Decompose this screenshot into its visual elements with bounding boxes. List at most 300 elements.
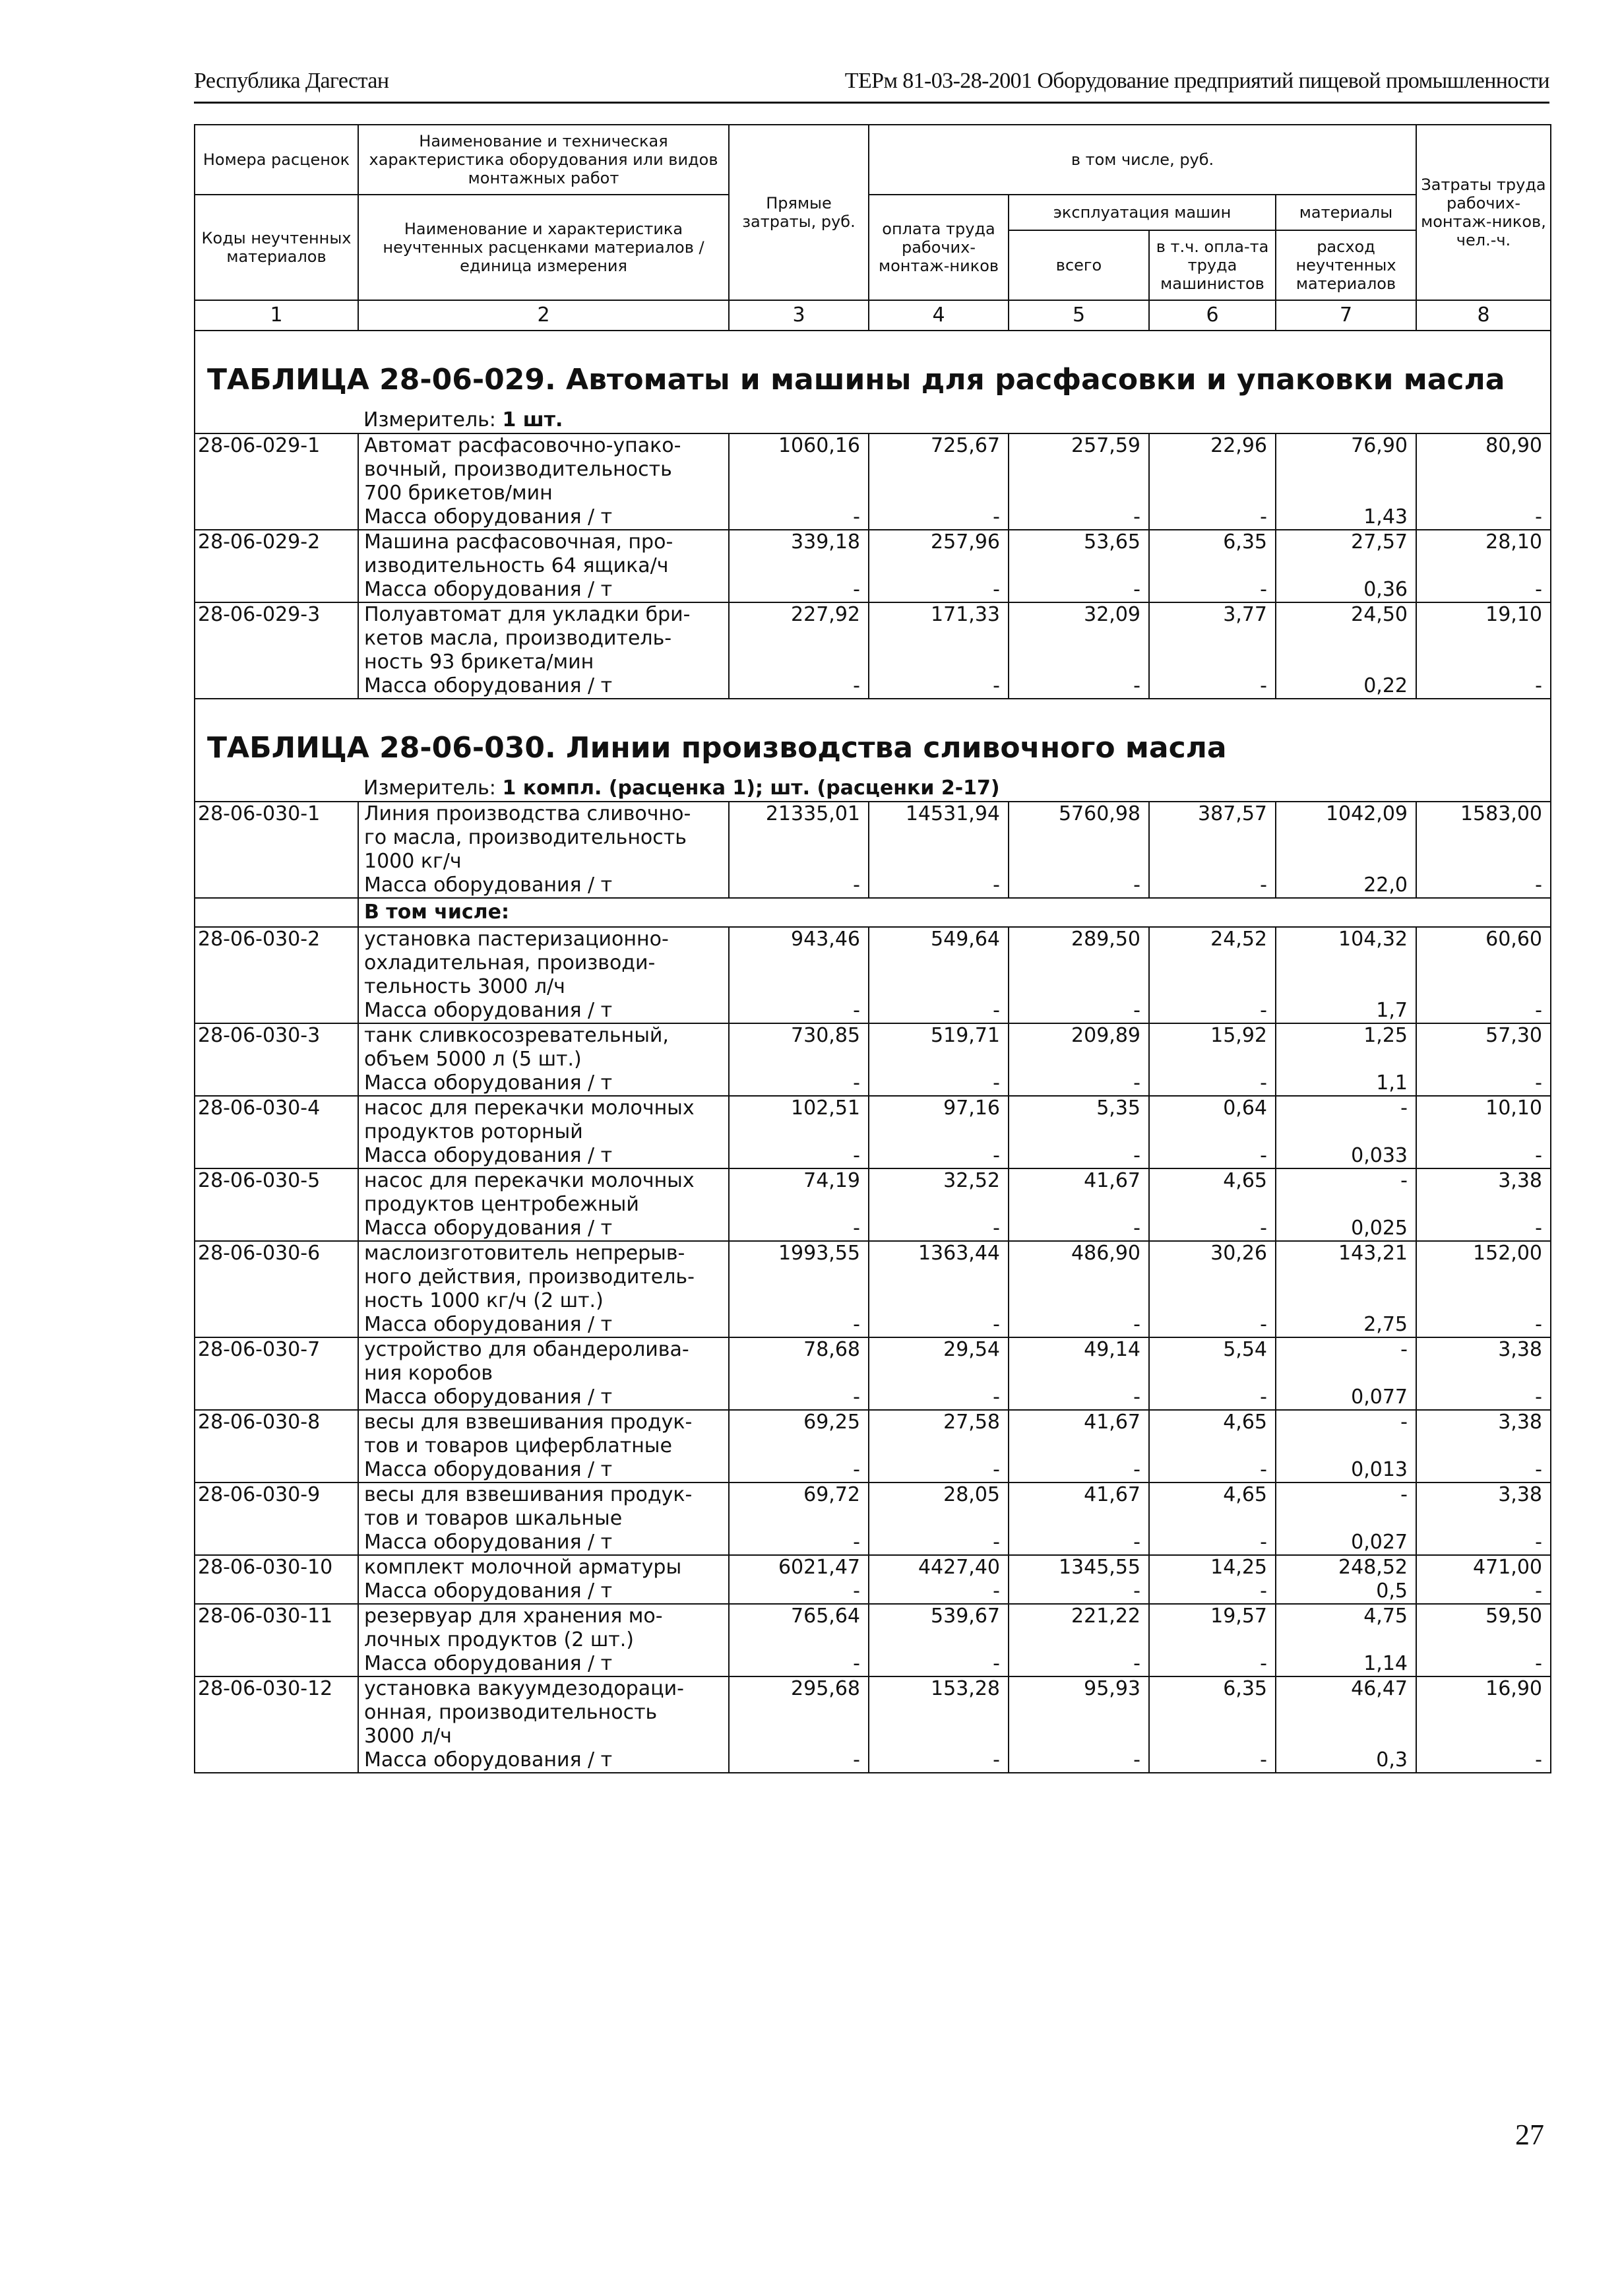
- mass-label: Масса оборудования / т: [358, 1748, 729, 1773]
- row-name-line: объем 5000 л (5 шт.): [364, 1048, 582, 1071]
- row-value: 209,89: [1009, 1023, 1149, 1071]
- mass-row: [195, 1386, 1551, 1410]
- row-value: 15,92: [1149, 1023, 1276, 1071]
- row-value: 257,59: [1009, 433, 1149, 505]
- row-code: 28-06-030-11: [195, 1604, 358, 1652]
- row-name: [358, 433, 729, 505]
- mass-value: -: [869, 1217, 1009, 1241]
- mass-value: -: [1416, 1652, 1551, 1676]
- mass-row: [195, 1652, 1551, 1676]
- row-value: -: [1276, 1337, 1416, 1386]
- row-name: [358, 927, 729, 999]
- mass-value: -: [1416, 874, 1551, 898]
- mass-code-spacer: [195, 874, 358, 898]
- mass-value: -: [1149, 674, 1276, 699]
- row-value: 28,10: [1416, 530, 1551, 578]
- row-code: 28-06-030-2: [195, 927, 358, 999]
- mass-value: -: [869, 999, 1009, 1023]
- table-title: ТАБЛИЦА 28-06-030. Линии производства сливочного масла: [195, 699, 1551, 776]
- mass-value: -: [1416, 1217, 1551, 1241]
- row-value: 295,68: [729, 1676, 869, 1748]
- row-name-line: изводительность 64 ящика/ч: [364, 554, 669, 577]
- mass-value: -: [869, 1748, 1009, 1773]
- row-value: 27,58: [869, 1410, 1009, 1458]
- mass-label: Масса оборудования / т: [358, 1071, 729, 1096]
- price-table: [194, 124, 1551, 1773]
- mass-label: Масса оборудования / т: [358, 1144, 729, 1168]
- row-value: 4427,40: [869, 1555, 1009, 1579]
- row-value: 3,38: [1416, 1483, 1551, 1531]
- column-number: 5: [1009, 300, 1149, 331]
- row-name-line: Автомат расфасовочно-упако-: [364, 434, 681, 457]
- row-name-line: установка вакуумдезодораци-: [364, 1677, 684, 1700]
- row-code: 28-06-030-9: [195, 1483, 358, 1531]
- row-value: 102,51: [729, 1096, 869, 1144]
- mass-row: [195, 874, 1551, 898]
- mass-value: -: [1416, 999, 1551, 1023]
- row-value: 289,50: [1009, 927, 1149, 999]
- page-number: 27: [1515, 2119, 1544, 2151]
- header-machines-labor: в т.ч. опла-та труда машинистов: [1149, 230, 1276, 300]
- measure-row: [195, 408, 1551, 433]
- row-value: 76,90: [1276, 433, 1416, 505]
- mass-value: -: [1416, 1579, 1551, 1604]
- mass-label: Масса оборудования / т: [358, 505, 729, 530]
- table-row: [195, 1023, 1551, 1071]
- mass-value: -: [729, 1748, 869, 1773]
- mass-label: Масса оборудования / т: [358, 1652, 729, 1676]
- row-value: 41,67: [1009, 1410, 1149, 1458]
- row-name-line: ния коробов: [364, 1362, 493, 1385]
- mass-row: [195, 1144, 1551, 1168]
- mass-row: [195, 1071, 1551, 1096]
- mass-code-spacer: [195, 1458, 358, 1483]
- mass-code-spacer: [195, 1217, 358, 1241]
- mass-value: -: [729, 1217, 869, 1241]
- row-code: 28-06-030-12: [195, 1676, 358, 1748]
- row-name: [358, 1483, 729, 1531]
- row-name: [358, 1410, 729, 1458]
- row-value: 3,38: [1416, 1410, 1551, 1458]
- mass-value: 2,75: [1276, 1313, 1416, 1337]
- row-value: 387,57: [1149, 802, 1276, 874]
- row-value: -: [1276, 1410, 1416, 1458]
- row-value: 28,05: [869, 1483, 1009, 1531]
- mass-value: -: [869, 1531, 1009, 1555]
- row-value: 69,72: [729, 1483, 869, 1531]
- header-row-2: [195, 195, 1551, 230]
- mass-value: -: [729, 1531, 869, 1555]
- row-code: 28-06-029-2: [195, 530, 358, 578]
- mass-value: 22,0: [1276, 874, 1416, 898]
- table-row: [195, 1676, 1551, 1748]
- table-row: [195, 1168, 1551, 1217]
- running-header-right: ТЕРм 81-03-28-2001 Оборудование предприятий пищевой промышленности: [844, 69, 1549, 93]
- row-value: 943,46: [729, 927, 869, 999]
- mass-value: -: [869, 1144, 1009, 1168]
- mass-value: -: [1009, 1458, 1149, 1483]
- mass-value: -: [1149, 1386, 1276, 1410]
- row-name-line: ного действия, производитель-: [364, 1265, 695, 1289]
- row-value: 104,32: [1276, 927, 1416, 999]
- mass-row: [195, 674, 1551, 699]
- mass-code-spacer: [195, 999, 358, 1023]
- mass-code-spacer: [195, 674, 358, 699]
- mass-value: 1,14: [1276, 1652, 1416, 1676]
- measure-label: Измеритель:: [363, 777, 496, 800]
- mass-code-spacer: [195, 1748, 358, 1773]
- header-including: в том числе, руб.: [869, 125, 1416, 195]
- mass-value: -: [1009, 1652, 1149, 1676]
- measure-spacer: [195, 408, 358, 433]
- mass-value: -: [729, 1071, 869, 1096]
- mass-row: [195, 1531, 1551, 1555]
- mass-value: 1,43: [1276, 505, 1416, 530]
- row-value: 486,90: [1009, 1241, 1149, 1313]
- row-name-line: установка пастеризационно-: [364, 928, 669, 951]
- header-material-names: Наименование и характеристика неучтенных расценками материалов / единица измерения: [358, 195, 729, 300]
- mass-value: -: [1009, 1386, 1149, 1410]
- row-name: [358, 1604, 729, 1652]
- row-name: [358, 1241, 729, 1313]
- mass-value: -: [869, 874, 1009, 898]
- mass-value: -: [1009, 1144, 1149, 1168]
- row-value: 14531,94: [869, 802, 1009, 874]
- row-value: -: [1276, 1483, 1416, 1531]
- column-number-row: [195, 300, 1551, 331]
- row-name-line: тельность 3000 л/ч: [364, 975, 565, 998]
- mass-value: -: [1416, 1458, 1551, 1483]
- row-value: 19,10: [1416, 602, 1551, 674]
- mass-value: 0,025: [1276, 1217, 1416, 1241]
- row-value: 74,19: [729, 1168, 869, 1217]
- including-label: В том числе:: [358, 898, 1551, 927]
- row-value: 4,65: [1149, 1410, 1276, 1458]
- row-name: [358, 1023, 729, 1071]
- row-name: [358, 1096, 729, 1144]
- mass-row: [195, 505, 1551, 530]
- row-value: 24,50: [1276, 602, 1416, 674]
- table-title: ТАБЛИЦА 28-06-029. Автоматы и машины для расфасовки и упаковки масла: [195, 331, 1551, 408]
- mass-row: [195, 1313, 1551, 1337]
- row-name-line: 700 брикетов/мин: [364, 482, 553, 505]
- mass-value: -: [1009, 1313, 1149, 1337]
- row-value: 69,25: [729, 1410, 869, 1458]
- row-value: 60,60: [1416, 927, 1551, 999]
- mass-value: -: [1149, 999, 1276, 1023]
- mass-value: -: [1416, 1313, 1551, 1337]
- row-value: 143,21: [1276, 1241, 1416, 1313]
- table-row: [195, 433, 1551, 505]
- mass-value: -: [1149, 1217, 1276, 1241]
- row-code: 28-06-029-1: [195, 433, 358, 505]
- row-value: 1060,16: [729, 433, 869, 505]
- mass-label: Масса оборудования / т: [358, 874, 729, 898]
- mass-value: -: [869, 1386, 1009, 1410]
- mass-row: [195, 578, 1551, 602]
- measure-row: [195, 776, 1551, 802]
- header-material-codes: Коды неучтенных материалов: [195, 195, 358, 300]
- mass-value: -: [1009, 1071, 1149, 1096]
- column-number: 2: [358, 300, 729, 331]
- mass-label: Масса оборудования / т: [358, 1531, 729, 1555]
- measure: [358, 776, 1551, 802]
- mass-row: [195, 1458, 1551, 1483]
- row-value: 3,77: [1149, 602, 1276, 674]
- row-name-line: лочных продуктов (2 шт.): [364, 1628, 635, 1651]
- row-value: 19,57: [1149, 1604, 1276, 1652]
- row-name: [358, 1168, 729, 1217]
- mass-value: -: [729, 999, 869, 1023]
- header-codes: Номера расценок: [195, 125, 358, 195]
- header-rule: [194, 102, 1549, 104]
- column-number: 4: [869, 300, 1009, 331]
- row-name-line: маслоизготовитель непрерыв-: [364, 1242, 685, 1265]
- table-row: [195, 927, 1551, 999]
- row-name-line: весы для взвешивания продук-: [364, 1483, 693, 1506]
- row-value: 5760,98: [1009, 802, 1149, 874]
- row-value: 3,38: [1416, 1337, 1551, 1386]
- measure-spacer: [195, 776, 358, 802]
- table-title-row: [195, 331, 1551, 408]
- row-name-line: ность 93 брикета/мин: [364, 651, 594, 674]
- row-name-line: охладительная, производи-: [364, 951, 656, 974]
- row-value: 22,96: [1149, 433, 1276, 505]
- mass-value: -: [1149, 578, 1276, 602]
- row-value: 78,68: [729, 1337, 869, 1386]
- table-row: [195, 1483, 1551, 1531]
- row-name-line: комплект молочной арматуры: [364, 1556, 682, 1579]
- mass-value: -: [1009, 1748, 1149, 1773]
- row-value: 10,10: [1416, 1096, 1551, 1144]
- row-value: 153,28: [869, 1676, 1009, 1748]
- row-code: 28-06-030-1: [195, 802, 358, 874]
- including-spacer: [195, 898, 358, 927]
- including-row: [195, 898, 1551, 927]
- row-value: 152,00: [1416, 1241, 1551, 1313]
- row-code: 28-06-030-5: [195, 1168, 358, 1217]
- row-value: 6,35: [1149, 530, 1276, 578]
- row-code: 28-06-030-6: [195, 1241, 358, 1313]
- row-value: 30,26: [1149, 1241, 1276, 1313]
- row-name-line: устройство для обандеролива-: [364, 1338, 689, 1361]
- mass-code-spacer: [195, 578, 358, 602]
- row-value: 1993,55: [729, 1241, 869, 1313]
- mass-value: -: [869, 1458, 1009, 1483]
- mass-label: Масса оборудования / т: [358, 1458, 729, 1483]
- mass-label: Масса оборудования / т: [358, 999, 729, 1023]
- row-value: 97,16: [869, 1096, 1009, 1144]
- mass-value: -: [729, 1313, 869, 1337]
- row-value: 46,47: [1276, 1676, 1416, 1748]
- mass-label: Масса оборудования / т: [358, 674, 729, 699]
- header-row-1: [195, 125, 1551, 195]
- mass-value: -: [1149, 1458, 1276, 1483]
- row-name-line: тов и товаров циферблатные: [364, 1434, 672, 1457]
- mass-value: 0,013: [1276, 1458, 1416, 1483]
- mass-code-spacer: [195, 1071, 358, 1096]
- mass-value: 0,077: [1276, 1386, 1416, 1410]
- mass-value: -: [1149, 1652, 1276, 1676]
- row-value: 549,64: [869, 927, 1009, 999]
- row-value: 14,25: [1149, 1555, 1276, 1579]
- row-code: 28-06-030-4: [195, 1096, 358, 1144]
- mass-value: -: [1149, 874, 1276, 898]
- row-code: 28-06-030-7: [195, 1337, 358, 1386]
- table-title-row: [195, 699, 1551, 776]
- mass-value: -: [869, 674, 1009, 699]
- row-value: 171,33: [869, 602, 1009, 674]
- mass-value: -: [869, 505, 1009, 530]
- column-number: 3: [729, 300, 869, 331]
- row-value: 519,71: [869, 1023, 1009, 1071]
- row-code: 28-06-029-3: [195, 602, 358, 674]
- running-header-left: Республика Дагестан: [194, 69, 389, 93]
- row-value: 1,25: [1276, 1023, 1416, 1071]
- row-value: 5,35: [1009, 1096, 1149, 1144]
- row-name-line: Машина расфасовочная, про-: [364, 530, 673, 554]
- mass-value: -: [1149, 1071, 1276, 1096]
- row-value: -: [1276, 1168, 1416, 1217]
- column-number: 8: [1416, 300, 1551, 331]
- mass-value: 1,7: [1276, 999, 1416, 1023]
- row-value: 32,52: [869, 1168, 1009, 1217]
- row-name: [358, 1555, 729, 1579]
- header-name: Наименование и техническая характеристика оборудования или видов монтажных работ: [358, 125, 729, 195]
- mass-value: -: [729, 1386, 869, 1410]
- mass-value: -: [1009, 874, 1149, 898]
- mass-value: -: [869, 1579, 1009, 1604]
- mass-value: -: [1149, 1313, 1276, 1337]
- row-name-line: 3000 л/ч: [364, 1725, 452, 1748]
- table-row: [195, 530, 1551, 578]
- mass-row: [195, 1217, 1551, 1241]
- mass-value: -: [1416, 674, 1551, 699]
- mass-value: -: [1009, 1531, 1149, 1555]
- row-name-line: весы для взвешивания продук-: [364, 1411, 693, 1434]
- row-name-line: кетов масла, производитель-: [364, 627, 672, 650]
- mass-value: -: [1416, 1071, 1551, 1096]
- mass-value: -: [1149, 1144, 1276, 1168]
- mass-label: Масса оборудования / т: [358, 1313, 729, 1337]
- mass-value: -: [1416, 1144, 1551, 1168]
- mass-value: -: [869, 1313, 1009, 1337]
- mass-value: 0,22: [1276, 674, 1416, 699]
- row-name-line: танк сливкосозревательный,: [364, 1024, 669, 1047]
- header-materials: материалы: [1276, 195, 1416, 230]
- row-value: 730,85: [729, 1023, 869, 1071]
- mass-value: -: [1149, 1579, 1276, 1604]
- mass-code-spacer: [195, 1652, 358, 1676]
- measure-label: Измеритель:: [363, 408, 496, 431]
- row-value: 6,35: [1149, 1676, 1276, 1748]
- row-name-line: Полуавтомат для укладки бри-: [364, 603, 691, 626]
- row-name-line: го масла, производительность: [364, 826, 687, 849]
- mass-label: Масса оборудования / т: [358, 578, 729, 602]
- row-name: [358, 802, 729, 874]
- mass-value: -: [869, 1652, 1009, 1676]
- row-value: 1583,00: [1416, 802, 1551, 874]
- measure-value: 1 шт.: [502, 408, 563, 431]
- mass-label: Масса оборудования / т: [358, 1386, 729, 1410]
- row-name-line: насос для перекачки молочных: [364, 1097, 695, 1120]
- table-row: [195, 1096, 1551, 1144]
- mass-value: -: [1416, 505, 1551, 530]
- mass-value: -: [1149, 1531, 1276, 1555]
- row-value: 765,64: [729, 1604, 869, 1652]
- row-value: 6021,47: [729, 1555, 869, 1579]
- header-machines-total: всего: [1009, 230, 1149, 300]
- mass-value: 0,033: [1276, 1144, 1416, 1168]
- column-number: 7: [1276, 300, 1416, 331]
- column-number: 1: [195, 300, 358, 331]
- row-value: 3,38: [1416, 1168, 1551, 1217]
- row-value: 95,93: [1009, 1676, 1149, 1748]
- header-labor-costs: Затраты труда рабочих-монтаж-ников, чел.-ч.: [1416, 125, 1551, 300]
- measure: [358, 408, 1551, 433]
- table-row: [195, 1604, 1551, 1652]
- mass-value: 0,3: [1276, 1748, 1416, 1773]
- row-value: 1042,09: [1276, 802, 1416, 874]
- mass-value: -: [1009, 1217, 1149, 1241]
- mass-value: -: [729, 578, 869, 602]
- row-value: 32,09: [1009, 602, 1149, 674]
- row-value: 16,90: [1416, 1676, 1551, 1748]
- mass-value: -: [1009, 674, 1149, 699]
- mass-value: -: [729, 674, 869, 699]
- mass-value: 0,36: [1276, 578, 1416, 602]
- mass-value: -: [1149, 1748, 1276, 1773]
- row-name-line: резервуар для хранения мо-: [364, 1605, 663, 1628]
- mass-value: -: [1416, 1386, 1551, 1410]
- row-name-line: Линия производства сливочно-: [364, 802, 691, 825]
- row-value: 5,54: [1149, 1337, 1276, 1386]
- mass-value: -: [729, 505, 869, 530]
- row-name: [358, 1337, 729, 1386]
- mass-value: -: [729, 1652, 869, 1676]
- mass-code-spacer: [195, 1579, 358, 1604]
- mass-value: -: [729, 1579, 869, 1604]
- mass-value: -: [1416, 578, 1551, 602]
- row-name-line: онная, производительность: [364, 1701, 658, 1724]
- row-name-line: вочный, производительность: [364, 458, 672, 481]
- mass-label: Масса оборудования / т: [358, 1217, 729, 1241]
- row-name-line: продуктов центробежный: [364, 1193, 639, 1216]
- row-code: 28-06-030-10: [195, 1555, 358, 1579]
- row-value: 1363,44: [869, 1241, 1009, 1313]
- row-value: 41,67: [1009, 1168, 1149, 1217]
- row-name-line: насос для перекачки молочных: [364, 1169, 695, 1192]
- mass-value: -: [869, 578, 1009, 602]
- mass-label: Масса оборудования / т: [358, 1579, 729, 1604]
- row-value: 80,90: [1416, 433, 1551, 505]
- measure-value: 1 компл. (расценка 1); шт. (расценки 2-17): [502, 777, 1000, 800]
- row-code: 28-06-030-8: [195, 1410, 358, 1458]
- row-value: 339,18: [729, 530, 869, 578]
- mass-value: -: [869, 1071, 1009, 1096]
- mass-code-spacer: [195, 1531, 358, 1555]
- row-name: [358, 1676, 729, 1748]
- row-value: 21335,01: [729, 802, 869, 874]
- row-value: 0,64: [1149, 1096, 1276, 1144]
- row-value: 1345,55: [1009, 1555, 1149, 1579]
- row-value: 4,75: [1276, 1604, 1416, 1652]
- mass-value: 0,027: [1276, 1531, 1416, 1555]
- mass-value: 0,5: [1276, 1579, 1416, 1604]
- row-value: -: [1276, 1096, 1416, 1144]
- row-value: 49,14: [1009, 1337, 1149, 1386]
- row-name-line: тов и товаров шкальные: [364, 1507, 623, 1530]
